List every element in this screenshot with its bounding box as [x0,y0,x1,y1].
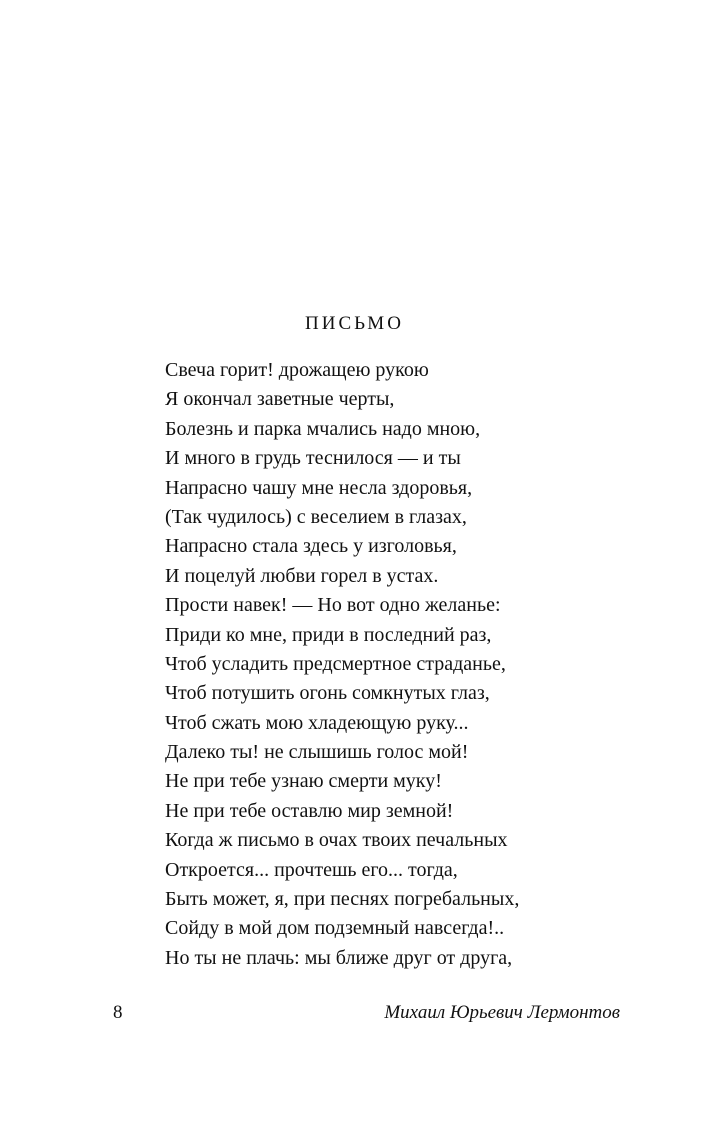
poem-line: Прости навек! — Но вот одно желанье: [165,594,501,617]
poem-line: (Так чудилось) с веселием в глазах, [165,505,467,528]
poem-line: Напрасно стала здесь у изголовья, [165,535,457,558]
poem-line: Не при тебе узнаю смерти муку! [165,770,442,793]
poem-line: Чтоб сжать мою хладеющую руку... [165,711,469,734]
poem-line: И много в грудь теснилося — и ты [165,447,461,470]
poem-line: Откроется... прочтешь его... тогда, [165,858,458,881]
page-number: 8 [113,1002,123,1023]
poem-line: Чтоб усладить предсмертное страданье, [165,652,506,675]
poem-title: ПИСЬМО [305,313,404,334]
poem-line: Не при тебе оставлю мир земной! [165,799,454,822]
poem-line: Напрасно чашу мне несла здоровья, [165,476,473,499]
poem-line: Свеча горит! дрожащею рукою [165,359,429,381]
poem-line: Далеко ты! не слышишь голос мой! [165,741,469,764]
poem-text [165,356,685,973]
running-footer-author: Михаил Юрьевич Лермонтов [384,1002,620,1023]
poem-line: Когда ж письмо в очах твоих печальных [165,829,508,852]
poem-line: Болезнь и парка мчались надо мною, [165,417,481,440]
poem-line: И поцелуй любви горел в устах. [165,564,439,587]
poem-line: Чтоб потушить огонь сомкнутых глаз, [165,682,490,705]
poem-line: Сойду в мой дом подземный навсегда!.. [165,917,505,940]
poem-line: Но ты не плачь: мы ближе друг от друга, [165,946,513,969]
poem-line: Приди ко мне, приди в последний раз, [165,623,492,646]
poem-line: Быть может, я, при песнях погребальных, [165,888,520,911]
poem-line: Я окончал заветные черты, [165,388,395,411]
